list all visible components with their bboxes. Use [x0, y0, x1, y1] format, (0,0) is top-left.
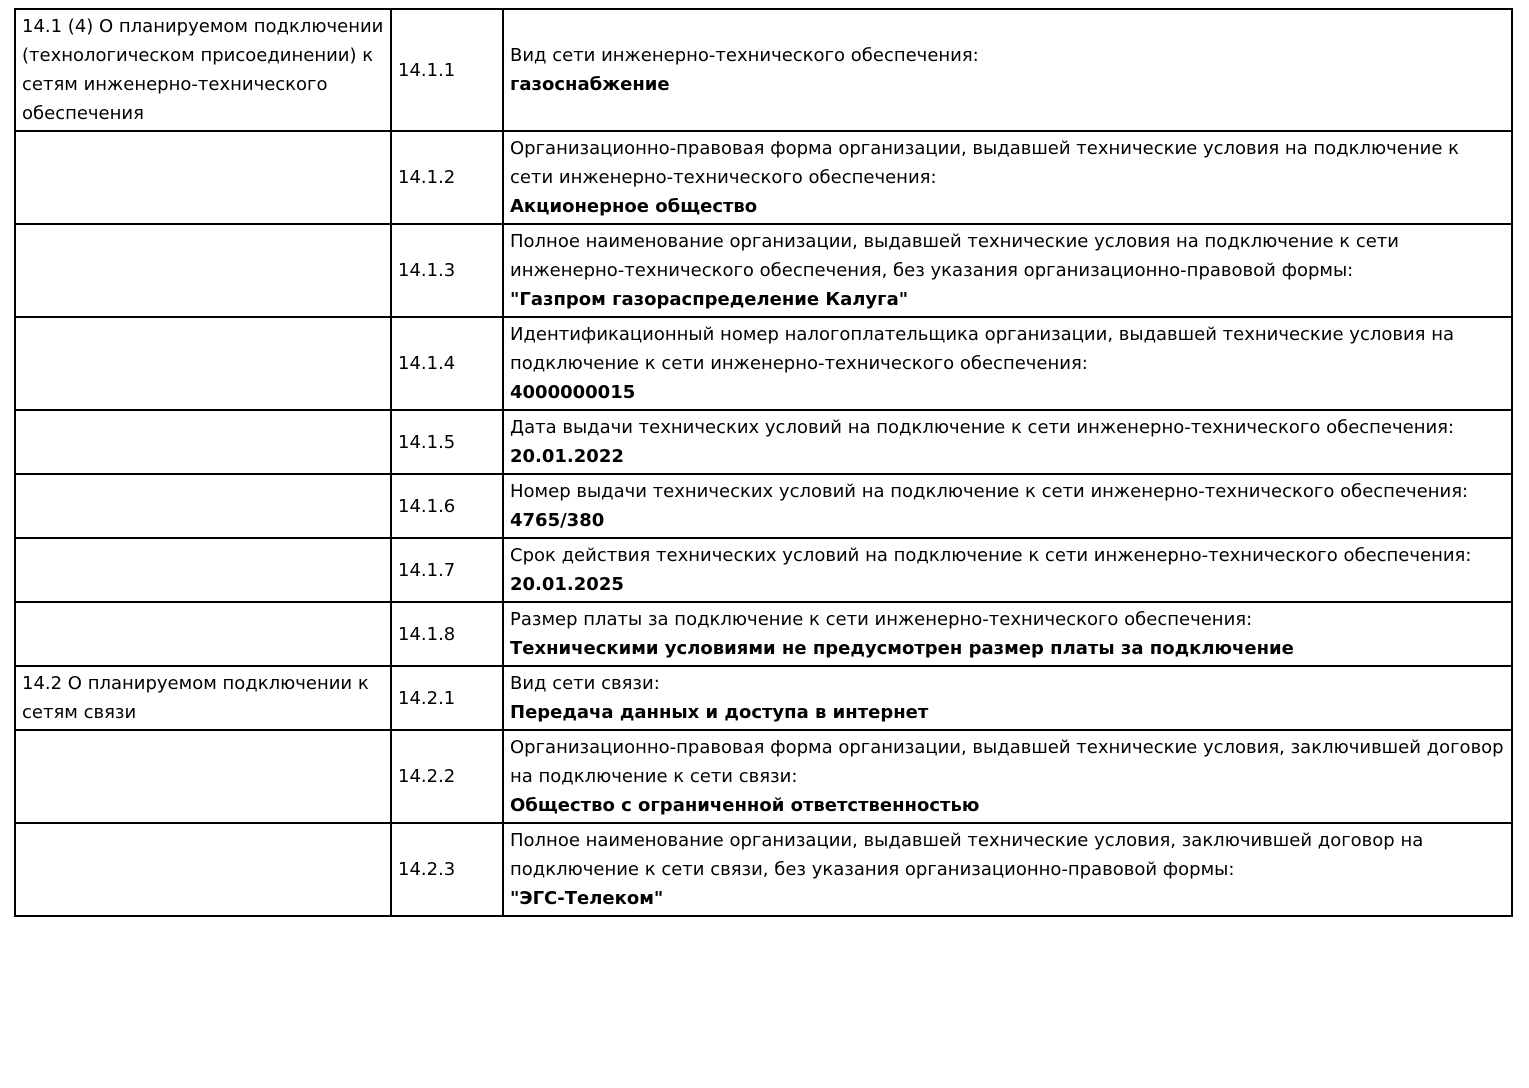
field-value: "Газпром газораспределение Калуга"	[510, 289, 909, 310]
field-label: Организационно-правовая форма организации, выдавшей технические условия на подключение к сети инженерно-технического обеспечения:	[510, 138, 1459, 188]
field-value: 4765/380	[510, 510, 605, 531]
field-label: Организационно-правовая форма организации, выдавшей технические условия, заключившей договор на подключение к сети связи:	[510, 737, 1504, 787]
row-code: 14.1.8	[398, 623, 456, 645]
content-cell	[503, 410, 1512, 474]
table-row	[15, 823, 1512, 916]
row-code: 14.2.1	[398, 687, 456, 709]
section-cell	[15, 538, 391, 602]
row-code: 14.2.3	[398, 859, 456, 880]
table-row	[15, 410, 1512, 474]
content-cell	[503, 666, 1512, 730]
field-value: Акционерное общество	[510, 196, 758, 217]
table-row	[15, 224, 1512, 317]
row-code: 14.1.5	[398, 431, 456, 453]
field-label: Вид сети связи:	[510, 673, 660, 694]
row-code: 14.1.2	[398, 167, 456, 188]
declaration-table	[14, 8, 1513, 917]
field-value: 20.01.2022	[510, 446, 624, 467]
row-code: 14.1.4	[398, 353, 456, 374]
code-cell	[391, 131, 503, 224]
code-cell	[391, 410, 503, 474]
field-value: "ЭГС-Телеком"	[510, 888, 664, 909]
row-code: 14.1.3	[398, 260, 456, 281]
table-row	[15, 602, 1512, 666]
declaration-table-body	[15, 9, 1512, 916]
section-label: 14.1 (4) О планируемом подключении (технологическом присоединении) к сетям инженерно-технического обеспечения	[22, 16, 384, 124]
section-label: 14.2 О планируемом подключении к сетям связи	[22, 673, 369, 723]
field-label: Полное наименование организации, выдавшей технические условия на подключение к сети инженерно-технического обеспечения, без указания организационно-правовой формы:	[510, 231, 1399, 281]
code-cell	[391, 9, 503, 131]
code-cell	[391, 224, 503, 317]
section-cell	[15, 823, 391, 916]
table-row	[15, 131, 1512, 224]
section-cell	[15, 666, 391, 730]
content-cell	[503, 538, 1512, 602]
field-label: Дата выдачи технических условий на подключение к сети инженерно-технического обеспечения:	[510, 417, 1455, 438]
table-row	[15, 730, 1512, 823]
field-label: Идентификационный номер налогоплательщика организации, выдавшей технические условия на подключение к сети инженерно-технического обеспечения:	[510, 324, 1455, 374]
code-cell	[391, 474, 503, 538]
code-cell	[391, 317, 503, 410]
content-cell	[503, 317, 1512, 410]
section-cell	[15, 730, 391, 823]
content-cell	[503, 474, 1512, 538]
code-cell	[391, 538, 503, 602]
table-row	[15, 9, 1512, 131]
field-label: Номер выдачи технических условий на подключение к сети инженерно-технического обеспечения:	[510, 481, 1469, 502]
code-cell	[391, 730, 503, 823]
content-cell	[503, 602, 1512, 666]
section-cell	[15, 9, 391, 131]
field-value: газоснабжение	[510, 74, 670, 95]
field-value: Передача данных и доступа в интернет	[510, 702, 929, 723]
code-cell	[391, 666, 503, 730]
field-label: Вид сети инженерно-технического обеспечения:	[510, 45, 979, 66]
section-cell	[15, 317, 391, 410]
field-value: 4000000015	[510, 382, 636, 403]
row-code: 14.1.7	[398, 559, 456, 581]
field-label: Размер платы за подключение к сети инженерно-технического обеспечения:	[510, 609, 1253, 630]
section-cell	[15, 224, 391, 317]
table-row	[15, 317, 1512, 410]
content-cell	[503, 730, 1512, 823]
content-cell	[503, 224, 1512, 317]
content-cell	[503, 9, 1512, 131]
table-row	[15, 666, 1512, 730]
section-cell	[15, 131, 391, 224]
content-cell	[503, 823, 1512, 916]
row-code: 14.1.1	[398, 59, 456, 81]
content-cell	[503, 131, 1512, 224]
field-value: Техническими условиями не предусмотрен размер платы за подключение	[510, 638, 1294, 659]
field-label: Срок действия технических условий на подключение к сети инженерно-технического обеспечения:	[510, 545, 1472, 566]
row-code: 14.2.2	[398, 766, 456, 787]
field-label: Полное наименование организации, выдавшей технические условия, заключившей договор на подключение к сети связи, без указания организационно-правовой формы:	[510, 830, 1424, 880]
code-cell	[391, 602, 503, 666]
table-row	[15, 474, 1512, 538]
row-code: 14.1.6	[398, 495, 456, 517]
code-cell	[391, 823, 503, 916]
field-value: 20.01.2025	[510, 574, 624, 595]
section-cell	[15, 474, 391, 538]
section-cell	[15, 410, 391, 474]
table-row	[15, 538, 1512, 602]
field-value: Общество с ограниченной ответственностью	[510, 795, 980, 816]
section-cell	[15, 602, 391, 666]
